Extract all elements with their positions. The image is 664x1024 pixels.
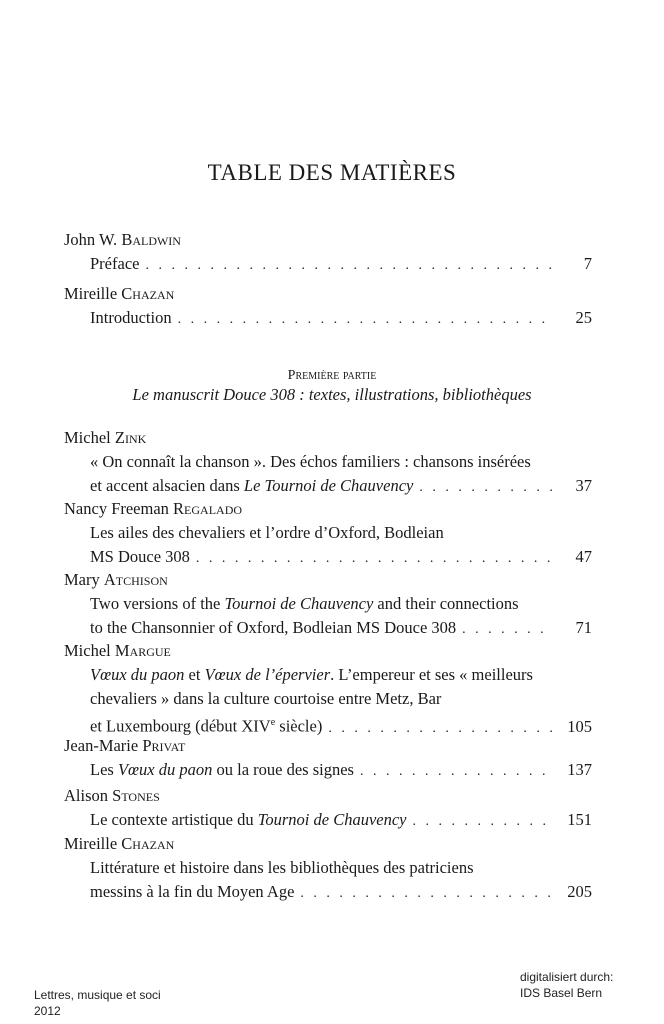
entry-title: Le contexte artistique du (90, 810, 258, 829)
author (64, 734, 592, 758)
entry-title-italic: Vœux de l’épervier (204, 665, 331, 684)
toc-line[interactable] (64, 808, 592, 834)
entry-title: Introduction (90, 308, 172, 327)
entry-title: et (184, 665, 205, 684)
page-number: 37 (575, 476, 592, 495)
entry-title: Préface (90, 254, 140, 273)
author-last: Chazan (121, 284, 175, 303)
toc-line[interactable] (64, 306, 592, 332)
part-subtitle: Le manuscrit Douce 308 : textes, illustrations, bibliothèques (132, 385, 532, 404)
author (64, 282, 592, 306)
page-number: 25 (575, 308, 592, 327)
toc-line (64, 521, 592, 545)
page-number: 71 (575, 618, 592, 637)
entry-title: chevaliers » dans la culture courtoise entre Metz, Bar (90, 689, 442, 708)
entry-title: et accent alsacien dans (90, 476, 244, 495)
entry-title: ou la roue des signes (212, 760, 354, 779)
entry-title: « On connaît la chanson ». Des échos familiers : chansons insérées (90, 452, 531, 471)
toc-entry-preface (64, 228, 592, 278)
entry-title-italic: Tournoi de Chauvency (224, 594, 374, 613)
entry-title: messins à la fin du Moyen Age (90, 882, 295, 901)
author-last: Zink (114, 428, 147, 447)
leader-dots (360, 760, 554, 784)
page-title: TABLE DES MATIÈRES (207, 160, 457, 185)
toc-entry-margue (64, 639, 592, 741)
toc-line (64, 856, 592, 880)
footer-year: 2012 (34, 1004, 61, 1018)
entry-title: siècle) (275, 716, 323, 736)
page-number: 205 (567, 882, 592, 901)
entry-title-italic: Le Tournoi de Chauvency (243, 476, 414, 495)
entry-title: Littérature et histoire dans les bibliothèques des patriciens (90, 858, 474, 877)
superscript: e (270, 717, 276, 728)
toc-entry-zink (64, 426, 592, 500)
entry-title: Two versions of the (90, 594, 225, 613)
page-number: 7 (583, 254, 592, 273)
author (64, 832, 592, 856)
toc-entry-introduction (64, 282, 592, 332)
author-first: Mireille (64, 284, 122, 303)
author (64, 497, 592, 521)
entry-title-italic: Vœux du paon (117, 760, 213, 779)
entry-title: et Luxembourg (début XIV (90, 716, 271, 736)
author (64, 426, 592, 450)
author-first: Jean-Marie (64, 736, 143, 755)
toc-entry-regalado (64, 497, 592, 571)
page-number: 137 (567, 760, 592, 779)
author-first: John W. (64, 230, 122, 249)
toc-line (64, 450, 592, 474)
toc-line (64, 663, 592, 687)
toc-line (64, 592, 592, 616)
entry-title: to the Chansonnier of Oxford, Bodleian MS Douce 308 (90, 618, 457, 637)
entry-title: and their connections (373, 594, 519, 613)
page-number: 47 (575, 547, 592, 566)
author-first: Nancy Freeman (64, 499, 174, 518)
leader-dots (300, 882, 554, 906)
author-last: Stones (112, 786, 160, 805)
author (64, 568, 592, 592)
entry-title: . L’empereur et ses « meilleurs (330, 665, 533, 684)
author (64, 228, 592, 252)
author-last: Atchison (103, 570, 168, 589)
author-last: Regalado (173, 499, 243, 518)
toc-line[interactable] (64, 880, 592, 906)
toc-entry-chazan (64, 832, 592, 906)
toc-line (64, 687, 592, 711)
entry-title-italic: Vœux du paon (90, 665, 185, 684)
page-number: 151 (567, 810, 592, 829)
footer-digitized (520, 969, 613, 1001)
entry-title-italic: Tournoi de Chauvency (257, 810, 407, 829)
author-first: Mireille (64, 834, 122, 853)
entry-title: Les ailes des chevaliers et l’ordre d’Oxford, Bodleian (90, 523, 444, 542)
toc-entry-privat (64, 734, 592, 784)
author (64, 639, 592, 663)
author-first: Michel (64, 641, 115, 660)
entry-title: MS Douce 308 (90, 547, 190, 566)
author-last: Chazan (121, 834, 175, 853)
part-label: Première partie (287, 368, 377, 383)
page-number: 105 (567, 716, 592, 736)
leader-dots (413, 810, 555, 834)
author-first: Michel (64, 428, 115, 447)
author (64, 784, 592, 808)
author-first: Mary (64, 570, 104, 589)
entry-title: Les (90, 760, 118, 779)
leader-dots (145, 254, 554, 278)
footer-title: Lettres, musique et soci (34, 988, 161, 1002)
author-last: Privat (142, 736, 186, 755)
footer-digitized-label: digitalisiert durch: (520, 970, 614, 984)
toc-line[interactable] (64, 758, 592, 784)
toc-entry-stones (64, 784, 592, 834)
leader-dots (178, 308, 554, 332)
toc-line[interactable] (64, 252, 592, 278)
author-last: Baldwin (121, 230, 181, 249)
footer-source (34, 987, 161, 1019)
footer-digitized-by: IDS Basel Bern (520, 986, 603, 1000)
toc-entry-atchison (64, 568, 592, 642)
author-last: Margue (114, 641, 171, 660)
author-first: Alison (64, 786, 113, 805)
